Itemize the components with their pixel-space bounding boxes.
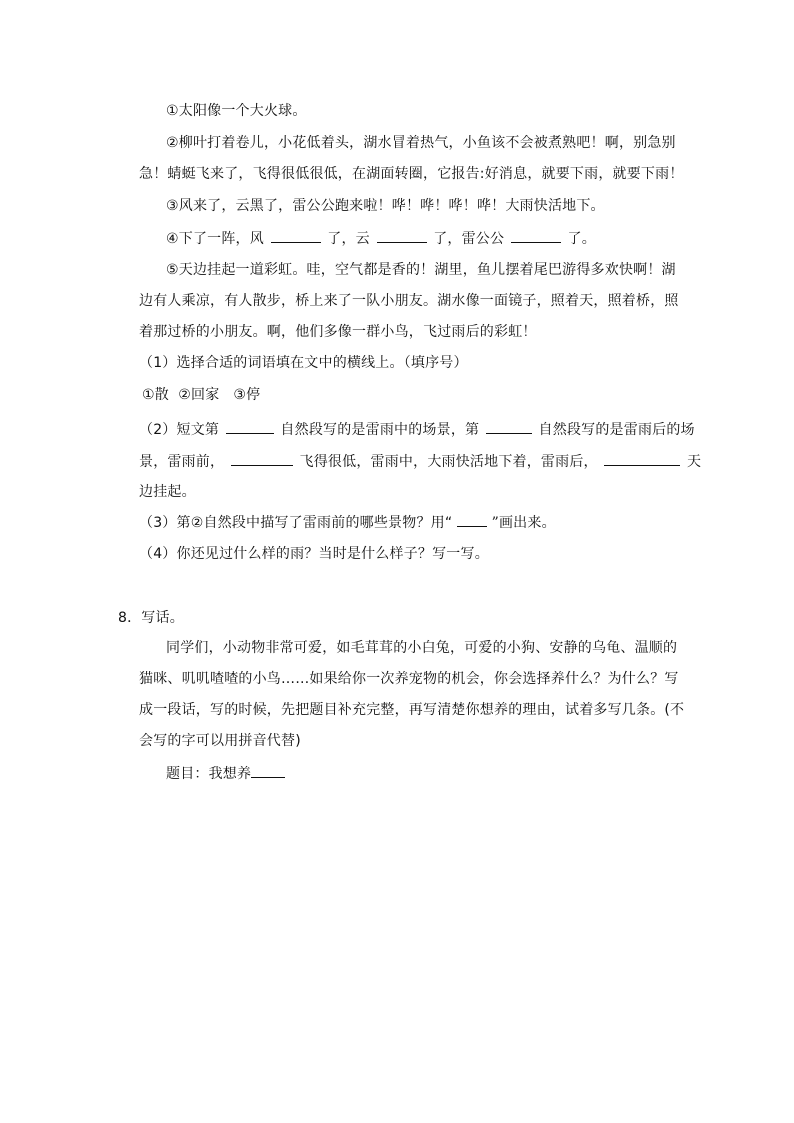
task-8-heading: 8．写话。 [118, 610, 184, 626]
question-2-line-2-text-c: 天 [687, 454, 702, 470]
question-2-line-2-text-b: 飞得很低，雷雨中，大雨快活地下着，雷雨后， [299, 454, 598, 470]
question-2-text-c: 自然段写的是雷雨后的场 [538, 422, 695, 438]
question-2-text-b: 自然段写的是雷雨中的场景，第 [280, 422, 480, 438]
blank-rain-during-paragraph[interactable] [226, 419, 274, 434]
question-2-line-1 [139, 419, 695, 440]
blank-before-rain[interactable] [231, 451, 293, 466]
blank-wind[interactable] [271, 228, 321, 243]
question-1-options: ①散 ②回家 ③停 [142, 387, 261, 403]
question-2-text-a: （2）短文第 [139, 422, 220, 438]
paragraph-4-text-d: 了。 [567, 231, 596, 247]
paragraph-5-line-2: 边有人乘凉，有人散步，桥上来了一队小朋友。湖水像一面镜子，照着天，照着桥，照 [139, 293, 679, 309]
task-8-topic [166, 763, 285, 784]
question-3 [139, 512, 556, 533]
question-1: （1）选择合适的词语填在文中的横线上。（填序号） [139, 355, 468, 371]
blank-rain-after-paragraph[interactable] [486, 419, 532, 434]
task-8-line-3: 成一段话，写的时候，先把题目补充完整，再写清楚你想养的理由，试着多写几条。(不 [139, 702, 685, 718]
paragraph-4-text-c: 了，雷公公 [433, 231, 505, 247]
paragraph-2-line-1: ②柳叶打着卷儿，小花低着头，湖水冒着热气，小鱼该不会被煮熟吧！啊，别急别 [166, 135, 676, 151]
paragraph-4-text-a: ④下了一阵，风 [166, 231, 264, 247]
paragraph-3: ③风来了，云黑了，雷公公跑来啦！哗！哗！哗！哗！大雨快活地下。 [166, 198, 605, 214]
task-8-line-2: 猫咪、叽叽喳喳的小鸟……如果给你一次养宠物的机会，你会选择养什么？为什么？写 [139, 671, 679, 687]
paragraph-5-line-3: 着那过桥的小朋友。啊，他们多像一群小鸟，飞过雨后的彩虹！ [139, 324, 537, 340]
question-3-text-b: ”画出来。 [491, 515, 556, 531]
question-2-line-3: 边挂起。 [139, 484, 196, 500]
question-3-text-a: （3）第②自然段中描写了雷雨前的哪些景物？用“ [139, 515, 453, 531]
blank-cloud[interactable] [377, 228, 427, 243]
paragraph-5-line-1: ⑤天边挂起一道彩虹。哇，空气都是香的！湖里，鱼儿摆着尾巴游得多欢快啊！湖 [166, 262, 676, 278]
blank-after-rain[interactable] [604, 451, 680, 466]
topic-label: 题目：我想养 [166, 766, 252, 782]
blank-underline-sample [457, 512, 487, 527]
paragraph-1: ①太阳像一个大火球。 [166, 103, 307, 119]
paragraph-4 [166, 228, 596, 249]
task-8-line-1: 同学们，小动物非常可爱，如毛茸茸的小白兔，可爱的小狗、安静的乌龟、温顺的 [166, 640, 678, 656]
question-4: （4）你还见过什么样的雨？当时是什么样子？写一写。 [139, 546, 489, 562]
question-2-line-2 [139, 451, 701, 472]
task-8-line-4: 会写的字可以用拼音代替) [139, 733, 301, 749]
paragraph-4-text-b: 了，云 [327, 231, 370, 247]
blank-thunder[interactable] [511, 228, 561, 243]
paragraph-2-line-2: 急！蜻蜓飞来了，飞得很低很低，在湖面转圈，它报告:好消息，就要下雨，就要下雨！ [139, 166, 684, 182]
blank-topic[interactable] [251, 763, 285, 778]
question-2-line-2-text-a: 景，雷雨前， [139, 454, 225, 470]
